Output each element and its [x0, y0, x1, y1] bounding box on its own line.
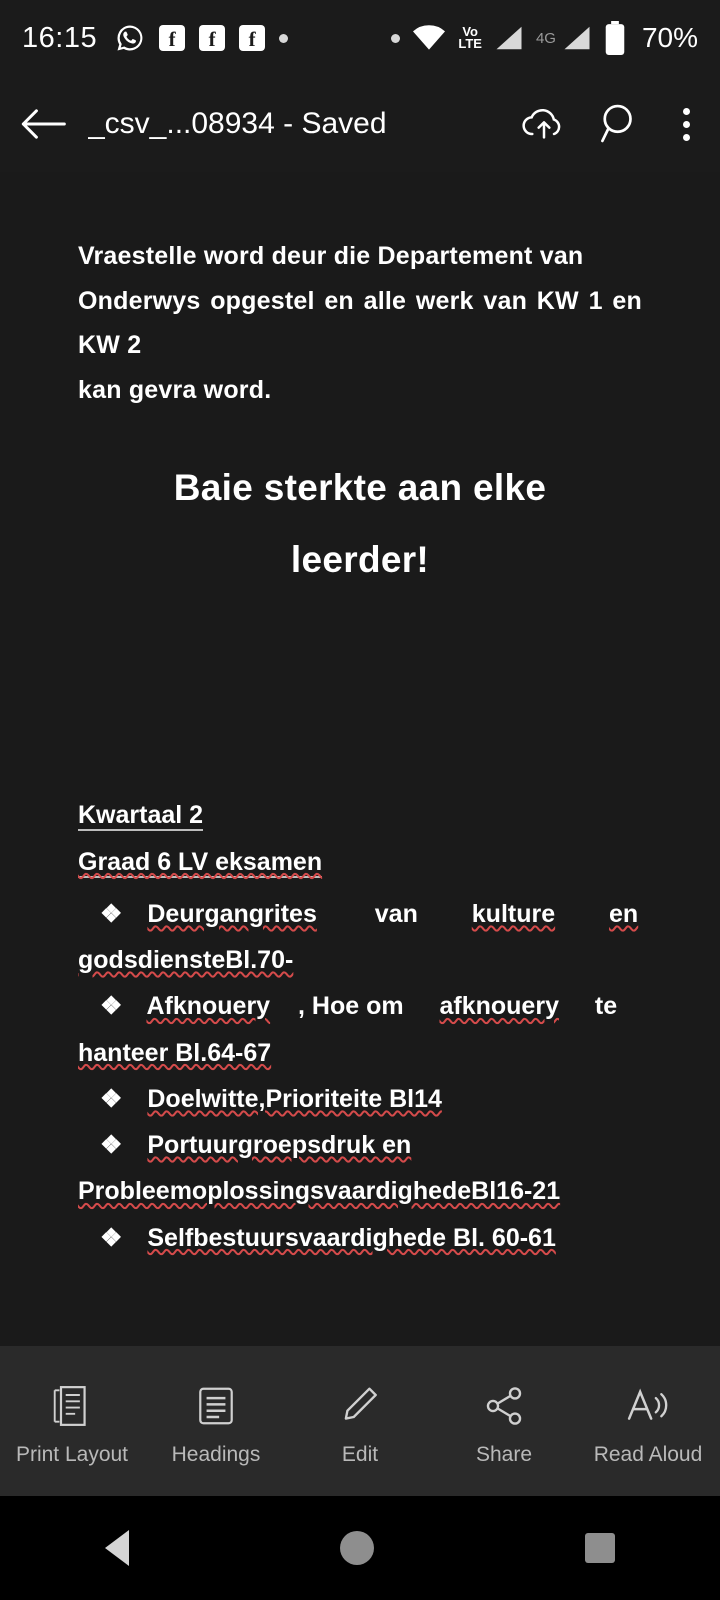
- intro-line-3: kan gevra word.: [78, 375, 272, 404]
- dot-icon: [279, 34, 288, 43]
- list-item-continuation-text: ProbleemoplossingsvaardighedeBl16-21: [78, 1177, 561, 1206]
- list-item-word: kulture: [471, 899, 556, 928]
- list-item: [78, 1076, 642, 1122]
- list-item-continuation-text: godsdiensteBl.70-: [78, 946, 294, 975]
- toolbar-label: Share: [475, 1443, 533, 1466]
- edit-pencil-icon: [339, 1383, 381, 1429]
- nav-recents-icon[interactable]: [585, 1533, 615, 1563]
- share-icon: [483, 1383, 525, 1429]
- toolbar-item-edit[interactable]: [290, 1383, 430, 1467]
- network-type-label: 4G: [535, 29, 556, 47]
- toolbar-label: Edit: [341, 1443, 379, 1466]
- bottom-toolbar: [0, 1346, 720, 1496]
- diamond-bullet-icon: ❖: [100, 1131, 123, 1160]
- section-subtitle-text: Graad 6 LV eksamen: [78, 847, 323, 876]
- read-aloud-icon: [624, 1383, 672, 1429]
- list-item-word: , Hoe om: [298, 992, 404, 1021]
- intro-paragraph: [78, 234, 642, 412]
- headings-icon: [195, 1383, 237, 1429]
- intro-line-2: Onderwys opgestel en alle werk van KW 1 en KW 2: [78, 286, 642, 359]
- list-item-continuation: [78, 1030, 642, 1076]
- content-spacer: [78, 596, 642, 792]
- document-canvas[interactable]: [0, 172, 720, 1346]
- toolbar-item-share[interactable]: [434, 1383, 574, 1467]
- list-item-text: Selfbestuursvaardighede Bl. 60-61: [147, 1223, 556, 1252]
- facebook-icon: f: [199, 25, 225, 51]
- toolbar-item-print-layout[interactable]: [2, 1383, 142, 1467]
- toolbar-label: Read Aloud: [593, 1443, 703, 1466]
- nav-home-icon[interactable]: [340, 1531, 374, 1565]
- diamond-bullet-icon: ❖: [100, 992, 123, 1021]
- diamond-bullet-icon: ❖: [100, 1223, 123, 1252]
- list-item-continuation: [78, 1168, 642, 1214]
- status-notification-icons: [115, 23, 288, 53]
- list-item: [78, 983, 642, 1029]
- volte-icon: Vo LTE: [458, 24, 482, 51]
- wifi-icon: [412, 25, 446, 51]
- document-title[interactable]: _csv_...08934 - Saved: [88, 107, 387, 140]
- diamond-bullet-icon: ❖: [100, 1084, 123, 1113]
- list-item-term: Deurgangrites: [147, 899, 317, 928]
- toolbar-label: Print Layout: [15, 1443, 129, 1466]
- android-nav-bar: [0, 1496, 720, 1600]
- encouragement-heading: [78, 452, 642, 596]
- toolbar-item-read-aloud[interactable]: [578, 1383, 718, 1467]
- intro-line-1: Vraestelle word deur die Departement van: [78, 242, 584, 270]
- print-layout-icon: [51, 1383, 93, 1429]
- toolbar-item-headings[interactable]: [146, 1383, 286, 1467]
- signal-icon: [562, 25, 592, 51]
- list-item: [78, 891, 642, 937]
- list-item-continuation-text: hanteer Bl.64-67: [78, 1038, 272, 1067]
- status-clock: 16:15: [22, 21, 98, 54]
- back-arrow-icon[interactable]: [20, 106, 66, 142]
- list-item-term: Afknouery: [146, 992, 271, 1021]
- list-item: [78, 1122, 642, 1168]
- heading-line-2: leerder!: [290, 539, 430, 581]
- list-item-word: van: [374, 899, 418, 928]
- nav-back-icon[interactable]: [105, 1530, 129, 1566]
- section-subtitle: [78, 839, 642, 885]
- whatsapp-icon: [115, 23, 145, 53]
- list-item-word: afknouery: [439, 992, 559, 1021]
- list-item-continuation: [78, 937, 642, 983]
- dot-icon: [391, 34, 400, 43]
- diamond-bullet-icon: ❖: [100, 899, 123, 928]
- app-bar: [0, 76, 720, 172]
- toolbar-label: Headings: [171, 1443, 261, 1466]
- list-item-word: te: [594, 992, 618, 1021]
- battery-percent-label: 70%: [641, 22, 698, 53]
- section-label: [78, 792, 642, 838]
- status-bar: [0, 0, 720, 76]
- list-item-text: Portuurgroepsdruk en: [147, 1131, 412, 1160]
- heading-line-1: Baie sterkte aan elke: [173, 467, 547, 508]
- signal-icon: [494, 25, 524, 51]
- status-system-icons: [391, 21, 698, 55]
- more-vertical-icon[interactable]: [673, 100, 700, 149]
- list-item-text: Doelwitte,Prioriteite Bl14: [147, 1084, 442, 1113]
- list-item-word: en: [609, 899, 639, 928]
- facebook-icon: f: [159, 25, 185, 51]
- battery-icon: [604, 21, 626, 55]
- bullet-list: [78, 891, 642, 1261]
- facebook-icon: f: [239, 25, 265, 51]
- list-item: [78, 1215, 642, 1261]
- cloud-upload-icon[interactable]: [519, 104, 569, 144]
- section-label-text: Kwartaal 2: [78, 801, 204, 830]
- search-icon[interactable]: [599, 102, 643, 146]
